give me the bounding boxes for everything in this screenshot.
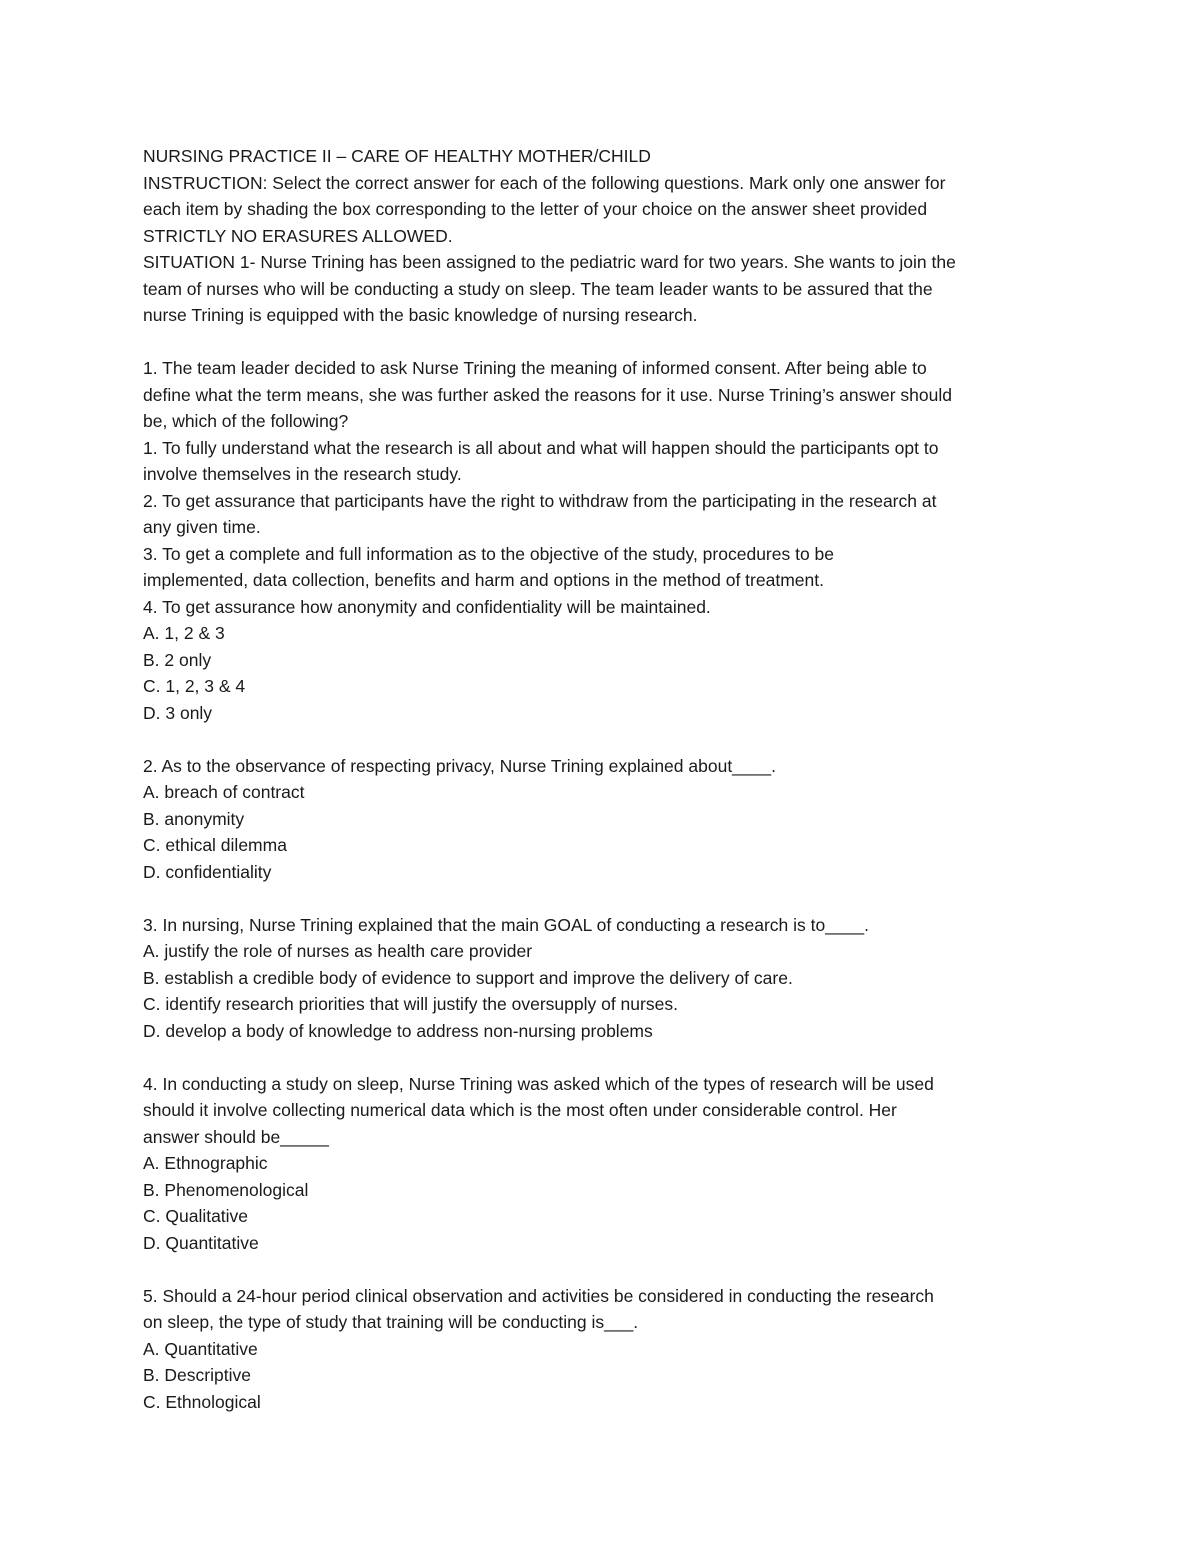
question-2 [143,753,1063,886]
question-line: 3. In nursing, Nurse Trining explained that the main GOAL of conducting a research is to____. [143,914,870,935]
question-line: implemented, data collection, benefits and harm and options in the method of treatment. [143,570,824,590]
instruction-line: STRICTLY NO ERASURES ALLOWED. [143,225,453,246]
question-line: 5. Should a 24-hour period clinical observation and activities be considered in conducting the research [143,1285,934,1306]
spacer [143,329,1063,356]
answer-option: C. ethical dilemma [143,835,287,855]
question-line: 2. To get assurance that participants have the right to withdraw from the participating in the research at [143,490,937,511]
answer-option: C. 1, 2, 3 & 4 [143,676,246,696]
spacer [143,1044,1063,1071]
answer-option: A. Ethnographic [143,1153,268,1173]
situation-line: nurse Trining is equipped with the basic knowledge of nursing research. [143,305,698,325]
answer-option: C. identify research priorities that will justify the oversupply of nurses. [143,994,678,1014]
instruction-line: INSTRUCTION: Select the correct answer for each of the following questions. Mark only one answer for [143,172,946,193]
instruction-line: each item by shading the box corresponding to the letter of your choice on the answer sheet provided [143,199,928,219]
answer-option: A. justify the role of nurses as health care provider [143,941,533,961]
question-line: any given time. [143,517,261,537]
answer-option: A. breach of contract [143,782,305,802]
answer-option: C. Qualitative [143,1206,249,1226]
answer-option: B. 2 only [143,649,212,670]
answer-option: D. confidentiality [143,861,272,882]
spacer [143,1256,1063,1283]
answer-option: B. establish a credible body of evidence to support and improve the delivery of care. [143,967,793,988]
question-line: define what the term means, she was further asked the reasons for it use. Nurse Trining’s answer should [143,384,952,405]
question-line: should it involve collecting numerical data which is the most often under considerable control. Her [143,1100,897,1120]
answer-option: A. Quantitative [143,1338,258,1359]
question-line: 2. As to the observance of respecting privacy, Nurse Trining explained about____. [143,755,776,776]
answer-option: D. Quantitative [143,1232,259,1253]
situation-line: team of nurses who will be conducting a study on sleep. The team leader wants to be assured that the [143,278,933,299]
question-line: 4. In conducting a study on sleep, Nurse Trining was asked which of the types of research will be used [143,1073,934,1094]
question-3 [143,912,1063,1045]
answer-option: B. Phenomenological [143,1179,309,1200]
document-page [143,143,1063,1415]
question-4 [143,1071,1063,1257]
question-line: answer should be_____ [143,1126,329,1147]
answer-option: A. 1, 2 & 3 [143,623,225,643]
question-line: on sleep, the type of study that training will be conducting is___. [143,1312,639,1332]
question-line: 1. The team leader decided to ask Nurse Trining the meaning of informed consent. After being able to [143,358,927,378]
document-title: NURSING PRACTICE II – CARE OF HEALTHY MOTHER/CHILD [143,146,651,166]
question-5 [143,1283,1063,1416]
situation-line: SITUATION 1- Nurse Trining has been assigned to the pediatric ward for two years. She wants to join the [143,252,956,272]
question-1 [143,355,1063,726]
answer-option: B. Descriptive [143,1365,251,1385]
question-line: be, which of the following? [143,411,349,431]
answer-option: C. Ethnological [143,1391,261,1412]
answer-option: D. 3 only [143,702,213,723]
document-header [143,143,1063,329]
spacer [143,885,1063,912]
question-line: 4. To get assurance how anonymity and confidentiality will be maintained. [143,596,711,617]
question-line: 3. To get a complete and full information as to the objective of the study, procedures to be [143,543,835,564]
question-line: involve themselves in the research study. [143,464,462,484]
spacer [143,726,1063,753]
answer-option: D. develop a body of knowledge to address non-nursing problems [143,1020,653,1041]
question-line: 1. To fully understand what the research is all about and what will happen should the participants opt to [143,437,939,458]
answer-option: B. anonymity [143,808,245,829]
